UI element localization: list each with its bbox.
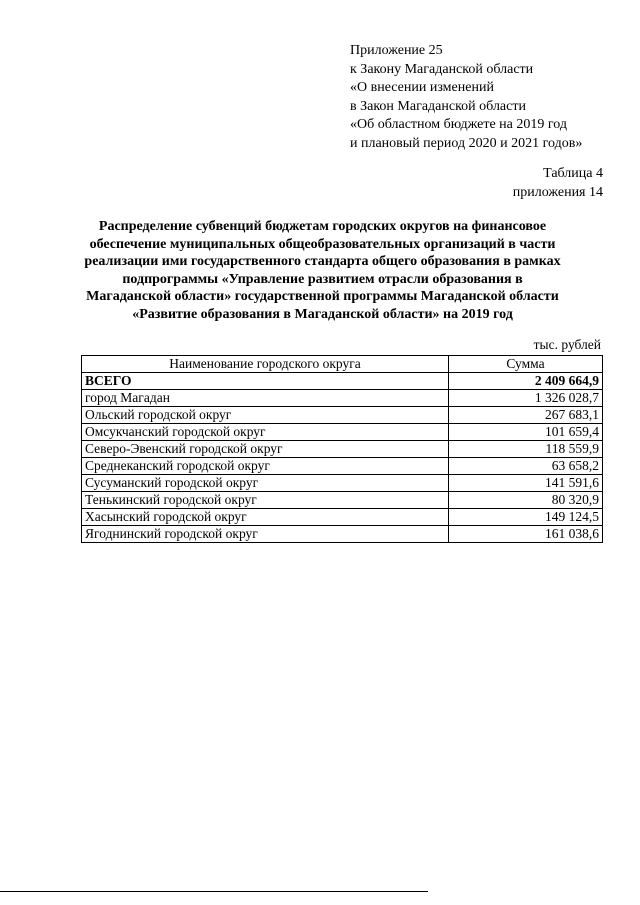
district-name: Среднеканский городской округ [82,458,449,475]
district-sum: 80 320,9 [449,492,603,509]
title-line: Магаданской области» государственной программы Магаданской области [86,289,559,304]
district-sum: 63 658,2 [449,458,603,475]
total-sum: 2 409 664,9 [449,373,603,390]
district-name: Хасынский городской округ [82,509,449,526]
table-reference [513,165,603,202]
district-name: Тенькинский городской округ [82,492,449,509]
district-sum: 161 038,6 [449,526,603,543]
document-title [80,218,565,323]
district-sum: 141 591,6 [449,475,603,492]
district-sum: 267 683,1 [449,407,603,424]
table-header-row [82,356,603,373]
subvention-table [81,355,603,543]
footer-divider [0,891,428,892]
district-name: Ягоднинский городской округ [82,526,449,543]
district-name: Омсукчанский городской округ [82,424,449,441]
table-number: Таблица 4 [543,166,603,181]
table-row [82,390,603,407]
header-sum: Сумма [449,356,603,373]
annex-line: в Закон Магаданской области [350,98,526,114]
units-label: тыс. рублей [533,337,601,352]
table-row [82,458,603,475]
total-name: ВСЕГО [82,373,449,390]
table-row [82,407,603,424]
annex-header [350,42,582,154]
district-sum: 118 559,9 [449,441,603,458]
annex-line: к Закону Магаданской области [350,61,534,77]
district-sum: 1 326 028,7 [449,390,603,407]
district-name: Северо-Эвенский городской округ [82,441,449,458]
district-sum: 101 659,4 [449,424,603,441]
table-row [82,475,603,492]
table-row-total [82,373,603,390]
title-line: обеспечение муниципальных общеобразовательных организаций в части [89,236,556,252]
district-sum: 149 124,5 [449,509,603,526]
title-line: «Развитие образования в Магаданской области» на 2019 год [132,306,513,322]
header-name: Наименование городского округа [82,356,449,373]
table-row [82,509,603,526]
annex-line: и плановый период 2020 и 2021 годов» [350,135,583,151]
table-row [82,492,603,509]
table-row [82,526,603,543]
table-row [82,441,603,458]
table-row [82,424,603,441]
annex-line: «О внесении изменений [350,80,494,96]
district-name: город Магадан [82,390,449,407]
annex-line: «Об областном бюджете на 2019 год [350,117,567,133]
annex-line: Приложение 25 [350,43,443,58]
title-line: подпрограммы «Управление развитием отрасли образования в [122,271,523,287]
appendix-number: приложения 14 [512,184,603,200]
title-line: реализации ими государственного стандарта общего образования в рамках [84,254,561,269]
district-name: Сусуманский городской округ [82,475,449,492]
district-name: Ольский городской округ [82,407,449,424]
title-line: Распределение субвенций бюджетам городских округов на финансовое [98,219,547,234]
